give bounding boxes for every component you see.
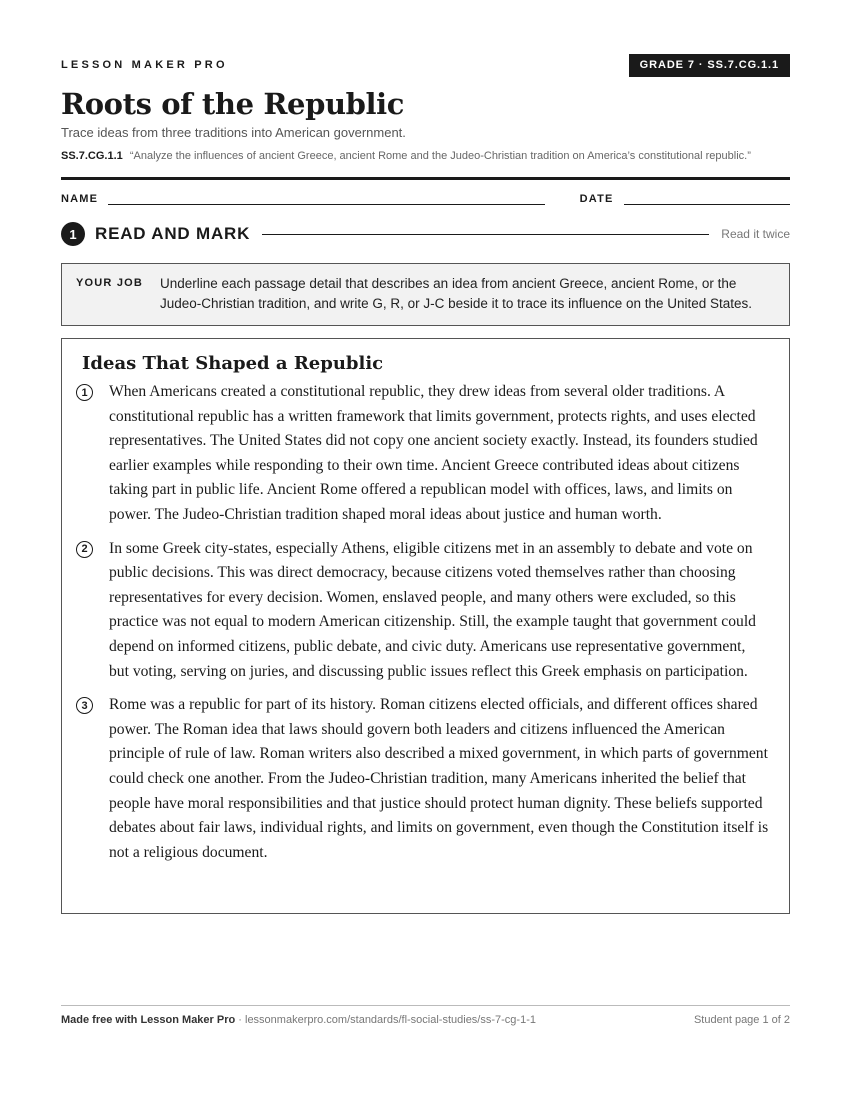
name-field[interactable] xyxy=(108,194,544,205)
paragraph-text: In some Greek city-states, especially Athens, eligible citizens met in an assembly to debate and vote on public decisions. This was direct democracy, because citizens voted themselves rather than choosing representatives for every decision. Women, enslaved people, and many others were excluded, so this practice was not equal to modern American citizenship. Still, the example taught that government could depend on informed citizens, public debate, and civic duty. Americans use representative government, but voting, serving on juries, and discussing public issues reflect this Greek emphasis on participation. xyxy=(109,539,756,680)
page-title: Roots of the Republic xyxy=(61,87,405,121)
brand-name: LESSON MAKER PRO xyxy=(61,59,228,71)
footer-made-with: Made free with Lesson Maker Pro xyxy=(61,1014,236,1026)
section-divider xyxy=(262,234,709,235)
name-date-row xyxy=(61,193,790,205)
worksheet-page xyxy=(61,52,790,914)
reading-passage xyxy=(61,338,790,914)
footer-url: · lessonmakerpro.com/standards/fl-social-studies/ss-7-cg-1-1 xyxy=(235,1014,536,1026)
instructions-box xyxy=(61,263,790,326)
instructions-text: Underline each passage detail that describes an idea from ancient Greece, ancient Rome, or the Judeo-Christian tradition, and write G, R, or J-C beside it to trace its influence on the United States. xyxy=(160,276,753,311)
name-label: NAME xyxy=(61,193,99,205)
page-subtitle: Trace ideas from three traditions into American government. xyxy=(61,125,406,140)
standard-code: SS.7.CG.1.1 xyxy=(61,150,123,162)
section-heading xyxy=(61,221,790,247)
date-label: DATE xyxy=(579,193,614,205)
passage-title: Ideas That Shaped a Republic xyxy=(82,353,384,374)
paragraph-number: 2 xyxy=(76,541,93,558)
paragraph-number: 3 xyxy=(76,697,93,714)
page-number: Student page 1 of 2 xyxy=(693,1014,790,1026)
footer-credit xyxy=(61,1014,536,1026)
section-title: READ AND MARK xyxy=(95,224,251,243)
paragraph-number: 1 xyxy=(76,384,93,401)
header-bar xyxy=(61,52,790,78)
header-divider xyxy=(61,177,790,180)
standard-text: “Analyze the influences of ancient Greece, ancient Rome and the Judeo-Christian tradition on America’s constitutional republic.” xyxy=(129,150,751,162)
paragraph-text: When Americans created a constitutional republic, they drew ideas from several older traditions. A constitutional republic has a written framework that limits government, protects rights, and uses elected representatives. The United States did not copy one ancient society exactly. Instead, its founders studied earlier examples while responding to their own time. Ancient Greece contributed ideas about citizens taking part in public life. Ancient Rome offered a republican model with offices, laws, and limits on power. The Judeo-Christian tradition shaped moral ideas about justice and human worth. xyxy=(109,383,758,523)
page-footer xyxy=(61,1005,790,1026)
passage-paragraph xyxy=(76,380,769,528)
date-field[interactable] xyxy=(624,194,790,205)
standard-statement xyxy=(61,148,790,165)
passage-paragraph xyxy=(76,693,769,865)
paragraph-text: Rome was a republic for part of its history. Roman citizens elected officials, and different offices shared power. The Roman idea that laws should govern both leaders and citizens influenced the American principle of rule of law. Roman writers also described a mixed government, in which parts of government could check one another. From the Judeo-Christian tradition, many Americans inherited the belief that people have moral responsibilities and that justice should protect human dignity. These beliefs supported debates about fair laws, individual rights, and limits on government, even though the Constitution itself is not a religious document. xyxy=(109,696,769,861)
section-number: 1 xyxy=(61,222,85,246)
section-note: Read it twice xyxy=(721,227,790,241)
passage-paragraph xyxy=(76,537,769,685)
grade-badge: GRADE 7 · SS.7.CG.1.1 xyxy=(629,54,790,77)
instructions-label: YOUR JOB xyxy=(76,277,144,289)
